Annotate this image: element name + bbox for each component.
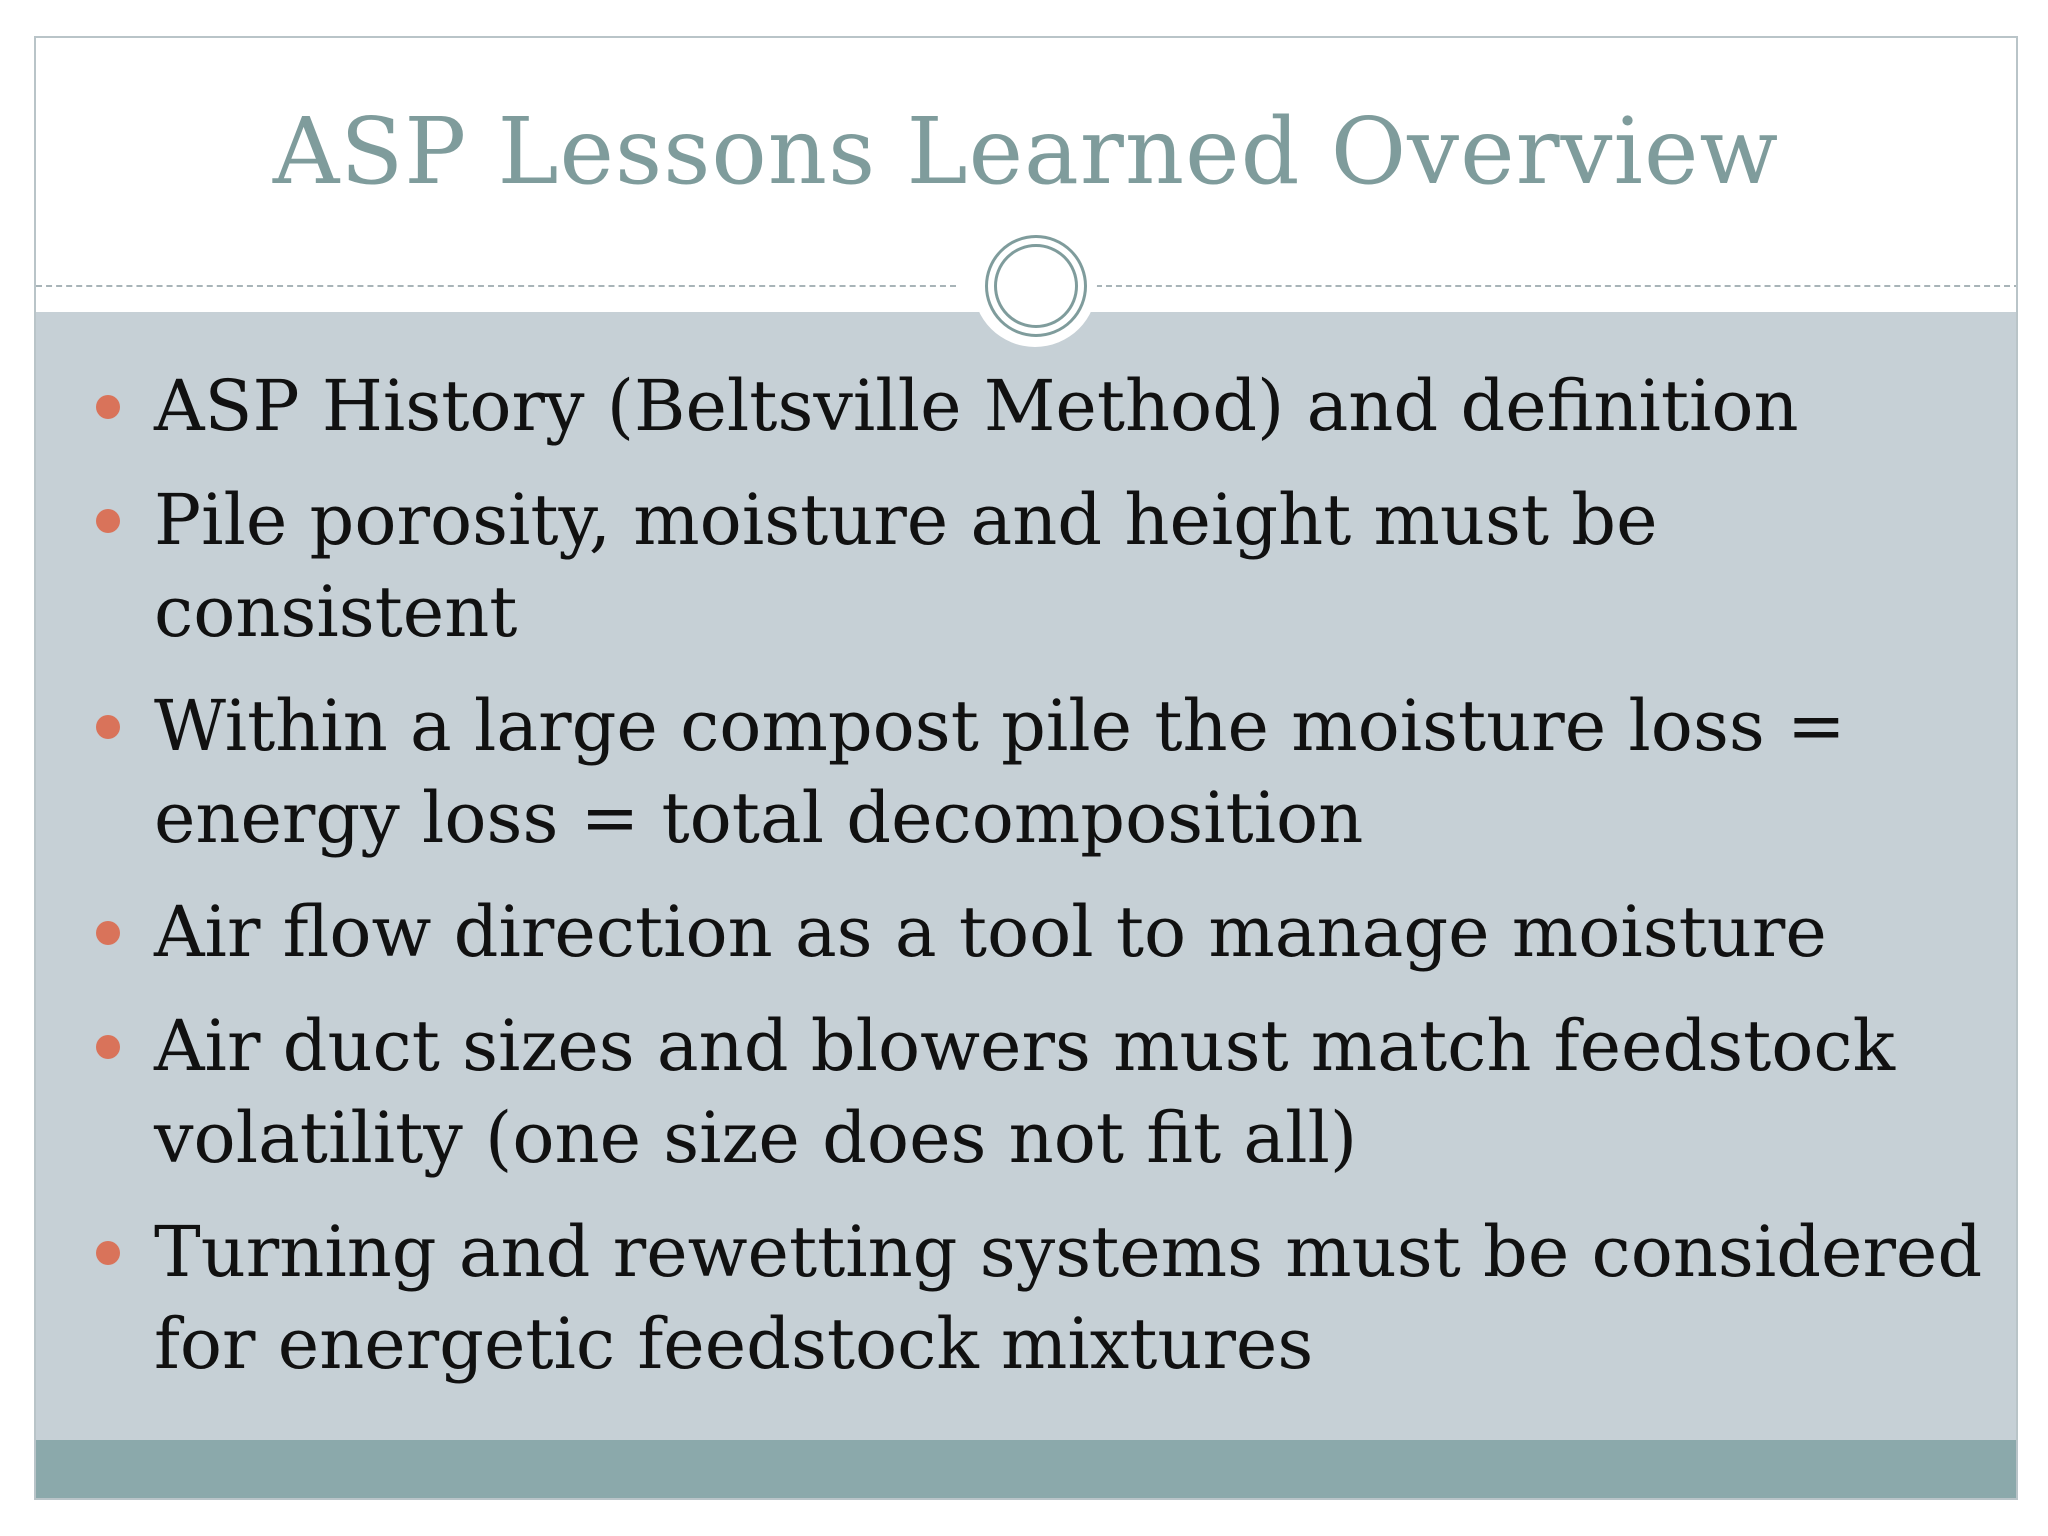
bullet-text: ASP History (Beltsville Method) and definition xyxy=(154,365,1799,447)
bullet-text: Pile porosity, moisture and height must be consistent xyxy=(154,479,1658,653)
bullet-item xyxy=(36,1206,1996,1390)
bullet-text: Air flow direction as a tool to manage moisture xyxy=(154,891,1827,973)
bullet-item xyxy=(36,1000,1996,1184)
bullet-dot-icon xyxy=(96,1035,120,1059)
bullet-dot-icon xyxy=(96,509,120,533)
inner-ring xyxy=(994,244,1078,328)
slide-title: ASP Lessons Learned Overview xyxy=(272,98,1780,205)
double-ring-circle-icon xyxy=(973,223,1097,347)
bullet-dot-icon xyxy=(96,921,120,945)
bullet-text: Turning and rewetting systems must be considered for energetic feedstock mixtures xyxy=(154,1211,1983,1385)
footer-band xyxy=(36,1440,2016,1500)
bullet-dot-icon xyxy=(96,715,120,739)
slide xyxy=(34,36,2018,1500)
bullet-list xyxy=(36,360,1996,1412)
divider-line-right xyxy=(1096,285,2018,287)
bullet-dot-icon xyxy=(96,1241,120,1265)
bullet-item xyxy=(36,474,1996,658)
bullet-dot-icon xyxy=(96,395,120,419)
divider-line-left xyxy=(36,285,956,287)
bullet-text: Air duct sizes and blowers must match feedstock volatility (one size does not fit all) xyxy=(154,1005,1896,1179)
bullet-text: Within a large compost pile the moisture loss = energy loss = total decomposition xyxy=(154,685,1846,859)
bullet-item xyxy=(36,360,1996,452)
bullet-item xyxy=(36,886,1996,978)
bullet-item xyxy=(36,680,1996,864)
